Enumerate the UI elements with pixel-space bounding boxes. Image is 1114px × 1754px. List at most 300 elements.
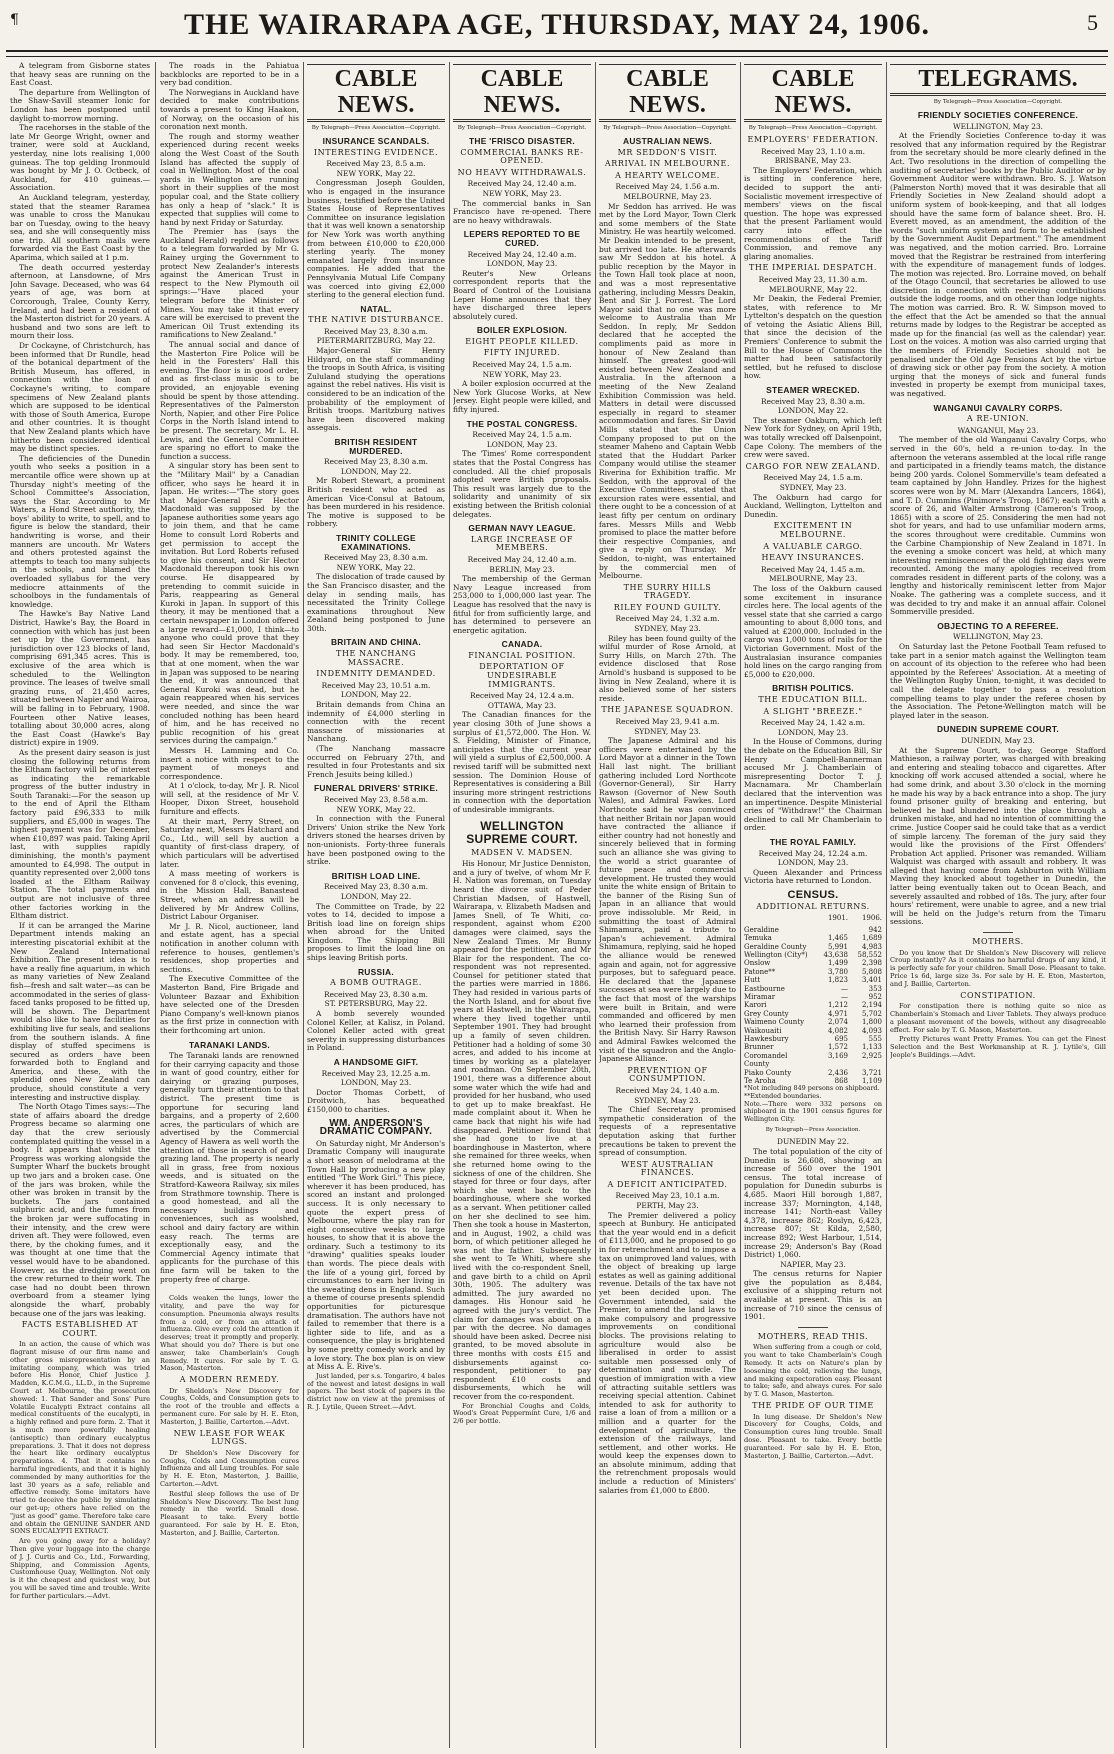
article-text: In the House of Commons, during the debate on the Education Bill, Sir Henry Campbell-Bannerman accused Mr J. Chamberlain of misrepresenting Doctor T. J. Macnamara. Mr Chamberlain declared that the intervention was an impertinence. Despite Ministerial cries of "Withdraw!" the Chairman declined to call Mr Chamberlain to order. (744, 737, 882, 833)
census-row (744, 1001, 882, 1009)
received-time: Received May 24, 12.24 a.m. (758, 848, 868, 858)
received-time: Received May 24, 1.5 a.m. (763, 473, 863, 483)
article-subheading: HEAVY INSURANCES. (761, 553, 865, 563)
census-row (744, 1010, 882, 1018)
dateline: NEW YORK, May 22. (336, 168, 416, 178)
column-cable-news-2 (453, 62, 591, 1748)
article-subheading: INTERESTING EVIDENCE. (313, 147, 439, 157)
dateline: LONDON, May 22. (340, 690, 412, 700)
advert-heading: A MODERN REMEDY. (179, 1375, 280, 1385)
received-time: Received May 23, 1.10 a.m. (761, 146, 865, 156)
article-subheading: EIGHT PEOPLE KILLED. (465, 336, 579, 346)
article-text: His Honour, Mr Justice Denniston, and a jury of twelve, of whom Mr F. H. Nation was foreman, on Tuesday heard the divorce suit of Peder Christian Madsen, of Hastwell, Wairarapa, v. Elizabeth Madsen and James Snell, of Te Whiti, co-respondent, against whom £200 damages were claimed, says the New Zealand Times. Mr Bunny appeared for the petitioner, and Mr Blair for the respondent. The co-respondent was not represented. Counsel for petitioner stated that the parties were married in 1886. They had resided in various parts of the North Island, and for about five years at Hastwell, in the Wairarapa, where they lived together until September 1901. They had brought up a family of seven children. Petitioner had a holding of some 30 acres, and added to his income at times by working as a platelayer and roadman. On September 20th, 1901, there was a difference about some water which the wife had and provided for her husband, who used to get up to make breakfast. He made complaint about it. When he came back that night his wife had disappeared. Petitioner found that she had gone to live at a boardinghouse in Masterton, where she remained for three weeks, when she returned home owing to the sickness of one of the children. She stayed for three or four days, after which she went back to the boardinghouse, where she worked as a servant. When petitioner called on her she declined to see him. Then she took a house in Masterton, and in August, 1902, a child was born, of which petitioner alleged he was not the father. Subsequently she went to Te Whiti, where she lived with the co-respondent Snell, and gave birth to a child on April 30th, 1905. The adultery was admitted. The jury awarded no damages. His Honour said he agreed with the jury's verdict. The claim for damages was about on a par with the decree. No damages should have been asked. Decree nisi granted, to be moved absolute in three months with costs £15 and disbursements against co-respondent, petitioner to pay respondent £10 costs and disbursements, which he will recover from the co-respondent. (453, 859, 591, 1401)
article-heading: BRITISH POLITICS. (772, 683, 854, 694)
article-text: The Employers' Federation, which is sitting in conference here, decided to support the anti-Socialistic movement irrespective of members' views on the fiscal question. The hope was expressed that the present Parliament would carry into effect the recommendations of the Tariff Commission, and remove any glaring anomalies. (744, 165, 882, 261)
census-value-1901 (814, 926, 848, 934)
dateline: BRISBANE, May 23. (774, 156, 852, 166)
dateline: LONDON, May 23. (340, 1078, 412, 1088)
census-place: Waikouaiti (744, 1026, 782, 1035)
advert-heading: THE PRIDE OF OUR TIME (752, 1401, 874, 1411)
received-time: Received May 24, 12.4 a.m. (470, 691, 574, 701)
paragraph: The rough and stormy weather experienced during recent weeks along the West Coast of the South Island has affected the supply of coal in Wellington. Most of the coal yards in Wellington are running short in their supplies of the most popular coal, and the State colliery has only a heap of "slack." It is expected that supplies will come to hand by next Friday or Saturday. (160, 131, 299, 227)
dateline: WELLINGTON, May 23. (952, 632, 1044, 642)
article-text: Queen Alexander and Princess Victoria have returned to London. (744, 867, 882, 886)
dateline: SYDNEY, May 23. (779, 482, 847, 492)
paragraph: An Auckland telegram, yesterday, stated that the steamer Raramea was unable to cross the Manukau bar on Tuesday, owing to the heavy sea, and she will consequently miss one trip. All southern mails were forwarded via the East Coast by the Aparima, which sailed at 1 p.m. (10, 192, 150, 263)
article-text: The membership of the German Navy League increased from 253,000 to 1,000,000 last year. The League has resolved that the navy is fitful for from sufficiently large, and has determined to persevere an energetic agitation. (453, 574, 591, 635)
masthead (6, 8, 1108, 52)
byline: By Telegraph—Press Association—Copyright. (603, 125, 732, 131)
paragraph: Dr Cockayne, of Christchurch, has been informed that Dr Rundle, head of the botanical department of the British Museum, has offered, in connection with the loan of Cockayne's writing, to compare specimens of New Zealand plants which are supposed to be identical with those of South America, Europe and other countries. It is thought that New Zealand plants which have hitherto been considered identical may be distinct species. (10, 341, 150, 454)
article-text: Doctor Thomas Corbett, of Droitwich, has bequeathed £150,000 to charities. (307, 1087, 445, 1114)
census-value-1906: 2,398 (861, 959, 882, 968)
article-subheading: INDEMNITY DEMANDED. (316, 669, 436, 679)
paragraph: The Taranaki lands are renowned for their carrying capacity and those in want of good country, either for dairying or grazing purposes, generally turn their attention to that district. The present time is opportune for securing land bargains, and a property of 2,600 acres, the particulars of which are advertised by the Commercial Agency of Hawera as well worth the attention of those in search of good grazing land. The property is nearly all in grass, free from noxious weeds, and is situated on the Stratford-Kaweora Railway, six miles from Strathmore township. There is a good homestead, and all the necessary buildings and conveniences, such as woolshed, school and dairy factory are within easy reach. The terms are exceptionally easy, and the Commercial Agency intimate that applicants for the purchase of this fine farm will be taken to the property free of charge. (160, 1051, 299, 1284)
census-value-1901: — (841, 984, 848, 993)
census-col-1901: 1901. (827, 914, 848, 923)
received-time: Received May 23, 8.30 a.m. (324, 989, 428, 999)
received-time: Received May 24, 1.56 a.m. (615, 182, 720, 192)
page-number: 5 (1087, 10, 1098, 35)
census-row (744, 1052, 882, 1069)
article-heading: BRITISH RESIDENT MURDERED. (334, 437, 418, 456)
article-heading: A HANDSOME GIFT. (333, 1057, 419, 1067)
article-text: Major-General Sir Henry Hildyard, on the staff commanding the troops in South Africa, is visiting Zululand studying the operations against the rebel natives. His visit is considered to be an indication of the probability of the employment of British troops. Maritzburg natives have been discovered making assegais. (307, 346, 445, 433)
dateline: SYDNEY, May 23. (634, 1095, 701, 1105)
article-subheading: THE EDUCATION BILL. (758, 695, 868, 705)
census-value-1906: 5,808 (861, 967, 882, 976)
census-note: **Extended boundaries. (744, 1092, 822, 1100)
column-rule (449, 62, 450, 1748)
article-subheading: ADDITIONAL RETURNS. (756, 901, 870, 911)
article-subheading: DEPORTATION OF UNDESIRABLE IMMIGRANTS. (479, 662, 565, 689)
census-place: Hutt (744, 976, 761, 985)
dateline: SYDNEY, May 23. (634, 726, 701, 736)
census-value-1901: 2,074 (827, 1018, 848, 1027)
article-subheading: FINANCIAL POSITION. (468, 650, 576, 660)
census-row (744, 959, 882, 967)
paragraph: At 1 o'clock, to-day, Mr J. R. Nicol will sell, at the residence of Mr V. Hooper, Dixon Street, household furniture and effects. (160, 781, 299, 817)
dateline: NEW YORK, May 22. (336, 562, 416, 572)
column-rule (886, 62, 887, 1748)
census-place: Waimeno County (744, 1018, 805, 1027)
advertisement: For constipation there is nothing quite so nice as Chamberlain's Stomach and Liver Tablets. They always produce a pleasant movement of the bowels, without any disagreeable effect. For sale by T. G. Mason, Masterton. (890, 1002, 1106, 1034)
column-cable-news-1 (307, 62, 445, 1748)
paragraph: The North Otago Times says:—The state of affairs aboard the dredge Progress became so alarming one day that the crew seriously contemplated quitting the vessel in a body. It appears that whilst the Progress was working alongside the Sumpter Wharf the buckets brought up two jars and a broken case. One of the jars was broken, while the other was broken in transit by the buckets. The jars contained sulphuric acid, and the fumes from the broken jar were suffocating in their intensity, and the crew were driven aft. They were followed, even there, by the choking fumes, and it was thought at one time that the vessel would have to be abandoned. However, as the dredging went on the crew returned to their work. The case had no doubt been thrown overboard from a steamer lying alongside the wharf, probably because one of the jars was leaking. (10, 1102, 150, 1318)
census-value-1906: 4,093 (861, 1026, 882, 1035)
byline: By Telegraph—Press Association—Copyright. (933, 99, 1063, 105)
paragraph: A telegram from Gisborne states that heavy seas are running on the East Coast. (10, 62, 150, 88)
article-heading: THE ROYAL FAMILY. (769, 836, 857, 847)
census-place: Piako County (744, 1068, 792, 1077)
column-telegrams (890, 62, 1106, 1748)
article-text: The loss of the Oakburn caused some excitement in insurance circles here. The local agents of the vessel state that she carried a cargo amounting to about 8,000 tons, and valued at £200,000. Included in the cargo was 1,000 tons of rails for the Victorian Government. Most of the Australasian insurance companies hold lines on the cargo ranging from £5,000 to £20,000. (744, 583, 882, 679)
advert-heading: FACTS ESTABLISHED AT COURT. (21, 1320, 139, 1338)
dateline: DUNEDIN, May 23. (961, 735, 1035, 745)
article-subheading: A RE-UNION. (966, 414, 1030, 424)
article-heading: OBJECTING TO A REFEREE. (937, 620, 1059, 631)
column-rule (155, 62, 156, 1748)
dateline: OTTAWA, May 23. (487, 700, 557, 710)
article-subheading: ARRIVAL IN MELBOURNE. (604, 159, 731, 169)
census-value-1901: 695 (834, 1034, 848, 1043)
census-place: Miramar (744, 992, 776, 1001)
census-place: Geraldine County (744, 942, 807, 951)
received-time: Received May 23, 8.30 a.m. (324, 882, 428, 892)
article-text: Mr Seddon has arrived. He was met by the Lord Mayor, Town Clerk and some members of the State Ministry. He was heartily welcomed. Mr Deakin intended to be present, but arrived too late. He afterwards saw Mr Seddon at his hotel. A public reception by the Mayor in the Town Hall took place at noon, and was a most representative gathering, including Messrs Deakin, Bent and Sir J. Forrest. The Lord Mayor said that no one was more welcome to Australia than Mr Seddon. In reply, Mr Seddon declared that he accepted the compliments paid as more in honour of New Zealand than himself. The greatest good-will existed between New Zealand and Australia. In the afternoon a meeting of the New Zealand Exhibition Commission was held. Matters in detail were discussed especially in regard to steamer accommodation and fares. Sir David Mills stated that the Union Company proposed to put on the steamer Maheno and Captain Webb stated that the Huddart Parker Company would utilise the steamer Riverina for Exhibition traffic. Mr Seddon, with the approval of the Executive Committees, stated that excursion rates were essential, and there ought to be a concession of at least fifty per centum on ordinary fares. Messrs Mills and Webb promised to place the matter before their respective Companies, and give a reply on Thursday. Mr Seddon, to-night, was entertained by the commercial men of Melbourne. (599, 201, 736, 581)
received-time: Received May 23, 12.25 a.m. (321, 1068, 431, 1078)
census-value-1901: 4,971 (827, 1009, 848, 1018)
advertisement: Pretty Pictures want Pretty Frames. You can get the Finest Selection and the Best Workmanship at R. J. Lytile's, Gill Jeople's Buildings.—Advt. (890, 1035, 1106, 1059)
masthead-rule-bottom (6, 56, 1108, 57)
census-row (744, 1043, 882, 1051)
article-subheading: A VALUABLE CARGO. (763, 541, 863, 551)
census-value-1901: — (841, 992, 848, 1001)
received-time: Received May 23, 8.30 a.m. (324, 457, 428, 467)
divider (983, 932, 1013, 933)
advertisement: Dr Sheldon's New Discovery for Coughs, Colds and Consumption cures Influenza and all Lung troubles. For sale by H. E. Eton, Masterton, J. Baillie, Carterton.—Advt. (160, 1448, 299, 1489)
paragraph: As the present dairy season is just closing the following returns from the Eltham factory will be of interest as indicating the remarkable progress of the butter industry in South Taranaki:—For the season up to the end of April the Eltham factory paid £96,333 to milk suppliers, and £5,000 in wages. The highest payment was for December, when £10,897 was paid. Taking April last, with supplies rapidly diminishing, the month's payment amounted to £4,998. The output in quantity represented over 2,000 tons loaded at the Eltham Railway Station. The total payments and output are not inclusive of three other factories working in the Eltham district. (10, 747, 150, 921)
census-value-1901: 1,572 (827, 1043, 848, 1052)
census-place: Temuka (744, 934, 772, 943)
census-value-1906: 555 (868, 1034, 882, 1043)
dateline: PIETERMARITZBURG, May 22. (316, 336, 436, 346)
census-row (744, 1069, 882, 1077)
paragraph: The deficiencies of the Dunedin youth who seeks a position in a mercantile office were shown up at Thursday night's meeting of the School Committee's Association, says the Star. According to Mr Waters, a Hond Street authority, the boys' ability to write, to spell, and to figure is below the standard, their handwriting is worse, and their manners are uncouth. Mr Waters and others protested against the attempts to teach too many subjects in the schools, and blamed the overloaded syllabus for the very mediocre attainments of the schoolboys in the fundamentals of knowledge. (10, 453, 150, 609)
divider (215, 1289, 245, 1290)
article-text: The Japanese Admiral and his officers were entertained by the Lord Mayor at a dinner in the Town Hall last night. The brilliant gathering included Lord Northcote (Governor-General), Sir Harry Rawson (Governor of New South Wales), and Admiral Fawkes. Lord Northcote said he was convinced that neither Britain nor Japan would have contracted the alliance if either country had not honestly and sincerely believed that in forming such an alliance she was giving to the world a strict guarantee of future peace and commercial development. He trusted they would unite the white ensign of Britain to the banner of the Rising Sun of Japan in an alliance that would prove indissoluble. Mr Reid, in submitting the toast of Admiral Shimamura, paid a tribute to Japan's achievement. Admiral Shimamura, replying, said he hoped the alliance would be renewed again and again, not for aggressive purposes, but to safeguard peace. He declared that the Japanese successes at sea were largely due to the fact that most of the warships were built in Britain, and were commanded and officered by men who learned their profession from the British Navy. Sir Harry Rawson and Admiral Fawkes welcomed the visit of the squadron and the Anglo-Japanese Alliance. (599, 736, 736, 1064)
paragraph: The annual social and dance of the Masterton Fire Police will be held in the Foresters' Hall this evening. The floor is in good order, and as first-class music is to be provided, an enjoyable evening should be spent by those attending. Representatives of the Palmerston North, Napier, and other Fire Police Corps in the North Island intend to be present. The secretary, Mr L. H. Lewis, and the General Committee are sparing no effort to make the function a success. (160, 340, 299, 461)
advertisement: Just landed, per s.s. Tongariro, 4 bales of the newest and latest designs in wall papers. The best stock of papers in the district now on view at the premises of R. J. Lytile, Queen Street.—Advt. (307, 1371, 445, 1411)
dateline: PERTH, May 23. (636, 1201, 699, 1211)
column-rule (303, 62, 304, 1748)
census-value-1901: 1,499 (827, 959, 848, 968)
dateline: NAPIER, May 23. (780, 1259, 846, 1269)
paragraph: The Norwegians in Auckland have decided to make contributions towards a present to King Haakon, of Norway, on the occasion of his coronation next month. (160, 87, 299, 132)
census-row (744, 1027, 882, 1035)
paragraph: Mr J. R. Nicol, auctioneer, land and estate agent, has a special notification in another column with reference to houses, gentlemen's residences, shop properties and sections. (160, 921, 299, 974)
article-heading: NATAL. (360, 303, 392, 314)
census-row (744, 1018, 882, 1026)
article-subheading: PREVENTION OF CONSUMPTION. (627, 1065, 708, 1084)
census-place: Hawkesbury (744, 1034, 789, 1043)
census-value-1906: 952 (868, 992, 882, 1001)
paragraph: The Hawke's Bay Native Land District, Hawke's Bay, the Board in connection with which has just been set up by the Government, has jurisdiction over 123 blocks of land, comprising 691,345 acres. This is exclusive of the area which is scheduled to the Wellington province. The leases of twelve small grazing runs, of 21,450 acres, situated between Napier and Wairoa, will be falling in to February, 1908. Fourteen other Native leases, totalling about 30,000 acres, along the East Coast (Hawke's Bay district) expire in 1909. (10, 609, 150, 748)
census-place: Coromandel County (744, 1051, 788, 1069)
article-subheading: NO HEAVY WITHDRAWALS. (457, 167, 587, 177)
article-heading: INSURANCE SCANDALS. (322, 136, 430, 146)
column-local-news-2 (160, 62, 299, 1748)
article-heading: WM. ANDERSON'S DRAMATIC COMPANY. (319, 1117, 433, 1138)
paragraph: Messrs H. Lamming and Co. insert a notice with respect to the payment of moneys and correspondence. (160, 745, 299, 781)
advert-heading: NEW LEASE FOR WEAK LUNGS. (173, 1428, 286, 1447)
received-time: Received May 23, 10.1 a.m. (615, 1191, 720, 1201)
article-text: At the Supreme Court, to-day, George Stafford Mathieson, a railway porter, was charged with breaking and entering and stealing tobacco and cigarettes. After knocking off work accused attended a social, where he had some drink, and about 3.30 o'clock in the morning he made his way by a back entrance into a shop. The jury found prisoner guilty of breaking and entering, but believed he had blundered into the place through a drunken mistake, and had no intention of committing the crime. Justice Cooper said he could take that as a verdict of simple larceny. The foreman of the jury said they would like the provisions of the First Offenders' Probation Act applied. Prisoner was remanded. William Walquist was charged with assault and robbery. It was alleged that having come from Ashburton with William Maving they knocked about together in Dunedin, the latter being eventually taken out to Ocean Beach, and severely assaulted and robbed of 18s. The jury, after four hours' retirement, were unable to agree, and a new trial will be held on the Judge's return from the Timaru sessions. (890, 745, 1106, 927)
census-row (744, 985, 882, 993)
article-heading: FRIENDLY SOCIETIES CONFERENCE. (917, 110, 1079, 120)
census-value-1906: 1,109 (861, 1077, 882, 1085)
article-text: The census returns for Napier give the population as 8,484, exclusive of a shipping return not available at present. This is an increase of 710 since the census of 1901. (744, 1269, 882, 1322)
dateline: LONDON, May 23. (777, 858, 849, 868)
census-place: Patone** (744, 967, 776, 976)
article-text: On Saturday last the Petone Football Team refused to take part in a senior match against the Wellington team on account of its objection to the referee who had been appointed by the Referees' Association. At a meeting of the Wellington Rugby Union, to-night, it was decided to call the delegate together to pass a resolution compelling teams to play under the referee chosen by the Association. The Petone-Wellington match will be played later in the season. (890, 642, 1106, 720)
advertisement: For Bronchial Coughs and Colds, Wood's Great Peppermint Cure, 1/6 and 2/6 per bottle. (453, 1401, 591, 1426)
article-subheading: A SLIGHT "BREEZE." (763, 706, 863, 716)
dateline: SYDNEY, May 23. (634, 624, 701, 634)
article-text: Congressman Joseph Goulden, who is engaged in the insurance business, testified before the United States House of Representatives Committee on insurance legislation that it was well known a senatorship for New York was worth anything from between £10,000 to £20,000 sterling yearly. The money emanated largely from insurance companies. He added that the Pennsylvania Mutual Life Company was coerced into giving £2,000 sterling to the general election fund. (307, 178, 445, 300)
census-value-1906: 3,721 (861, 1068, 882, 1077)
article-text: The total population of the city of Dunedin is 26,608, showing an increase of 560 over the 1901 census. The total increase of population for Dunedin suburbs is 4,685. Maori Hill borough 1,887, increase 337; Mornington, 4,148, increase 141; North-east Valley 4,378, increase 862; Roslyn, 6,423, increase 807; St Kilda, 2,580, increase 892; West Harbour, 1,514, increase 29; Anderson's Bay (Road District) 1,060. (744, 1146, 882, 1260)
census-col-1906: 1906. (861, 914, 882, 923)
dateline: LONDON, May 22. (340, 891, 412, 901)
census-value-1906: 1,800 (861, 1018, 882, 1027)
census-table (744, 926, 882, 1086)
census-value-1906: 2,925 (861, 1051, 882, 1060)
article-heading: STEAMER WRECKED. (766, 385, 860, 396)
census-value-1901: 1,823 (827, 976, 848, 985)
article-text: On Saturday night, Mr Anderson's Dramatic Company will inaugurate a short season of melodrama at the Town Hall by producing a new play entitled "The Work Girl." This piece, wherever it has been produced, has scored an instant and prolonged success. It is only necessary to quote the expert press of Melbourne, where the play ran for eight consecutive weeks to large houses, to show that it is above the ordinary. Such a testimony to its "drawing" qualities speaks louder than words. The piece deals with the life of a young girl, forced by circumstances to earn her living in the sweating dens in England. Such a theme of course presents splendid opportunities for picturesque dramatisation. The authors have not failed to remember that there is a lighter side to life, and as a consequence, the play is brightened by some pretty comedy work and by a love story. The box plan is on view at Miss A. E. Rive's. (307, 1138, 445, 1372)
section-masthead: TELEGRAMS. (890, 64, 1106, 96)
census-note: *Not including 849 persons on shipboard. (744, 1084, 880, 1093)
paragraph: The Executive Committee of the Masterton Band, Fire Brigade and Volunteer Bazaar and Exhibition have selected one of the Dresden Piano Company's well-known pianos as the first prize in connection with their forthcoming art union. (160, 974, 299, 1035)
dateline: ST. PETERSBURG, May 22. (324, 999, 428, 1009)
advert-heading: CONSTIPATION. (960, 990, 1036, 1000)
article-subheading: EXCITEMENT IN MELBOURNE. (773, 521, 853, 539)
paragraph: A mass meeting of workers is convened for 8 o'clock, this evening, in the Mission Hall, Banastead Street, when an address will be delivered by Mr Andrew Collins, District Labour Organiser. (160, 869, 299, 922)
article-text: The Canadian finances for the year closing 30th of June shows a surplus of £1,572,000. The Hon. W. S. Fielding, Minister of Finance, anticipates that the current year will yield a surplus of £2,500,000. A revised tariff will be submitted next session. The Dominion House of Representatives is considering a Bill insuring more stringent restrictions in connection with the deportation of undesirable immigrants. (453, 710, 591, 814)
byline: By Telegraph—Press Association—Copyright. (457, 125, 587, 131)
article-text: A bomb severely wounded Colonel Keller, at Kalisz, in Poland. Colonel Keller acted with great severity in suppressing disturbances in Poland. (307, 1009, 445, 1053)
article-text: The dislocation of trade caused by the San Francisco disaster, and the delay in sending mails, has necessitated the Trinity College examinations throughout New Zealand being postponed to June 30th. (307, 572, 445, 633)
section-heading: TARANAKI LANDS. (188, 1039, 271, 1050)
article-text: The member of the old Wanganui Cavalry Corps, who served in the 60's, held a re-union to-day. In the afternoon the veterans assembled at the local rifle range and participated in a friendly teams match, the distance being 200 yards. Colonel Sommerville's team defeated a team captained by John Handley. Prizes for the highest scores were won by M. Marr (Alexandra Lancers, 1864), and T. D. Cummins (Pinimore's Troop, 1867); each with a score of 26, and Walter Armstrong (Cameron's Troop, 1865) with a score of 25. Considering the men had not shot for years, and had to use unfamiliar modern arms, the scores throughout were creditable. Cummins won the Carbine Championship of New Zealand in 1871. In the evening a smoke concert was held, at which many interesting reminiscences of the old fighting days were recounted. Among the many apologies received from comrades resident in different parts of the colony, was a lengthy and historically reminiscent letter from Major Noake. The gathering was a complete success, and it was decided to try and make it an annual affair. Colonel Sommerville presided. (890, 435, 1106, 617)
dateline: MELBOURNE, May 22. (768, 284, 858, 294)
received-time: Received May 24, 12.40 a.m. (467, 179, 577, 189)
received-time: Received May 23, 8.30 a.m. (324, 326, 428, 336)
column-cable-news-3 (599, 62, 736, 1748)
received-time: Received May 23, 8.30 a.m. (324, 553, 428, 563)
received-time: Received May 24, 1.40 a.m. (615, 1085, 720, 1095)
census-table-header (744, 914, 882, 923)
census-value-1901: 4,082 (827, 1026, 848, 1035)
paragraph: If it can be arranged the Marine Department intends making an interesting piscatorial exhibit at the New Zealand International Exhibition. The present idea is to have a really fine aquarium, in which as many varieties of New Zealand fish—fresh and salt water—as can be accommodated in the series of glass-faced tanks proposed to be fitted up, will be shown. The Department would also like to have facilities for exhibiting live fur seals, and sealions from the southern islands. A fine display of stuffed specimens is secured as orders have been forwarded both to England and America, and these, with the splendid ones New Zealand can produce, should constitute a very interesting and instructive display. (10, 920, 150, 1102)
article-text: In connection with the Funeral Drivers' Union strike the New York drivers stoned the hearses driven by non-unionists. Forty-three funerals have been postponed owing to the strike. (307, 814, 445, 867)
byline: By Telegraph—Press Association. (765, 1127, 861, 1134)
advertisement: Restful sleep follows the use of Dr Sheldon's New Discovery. The best lung remedy in the world. Small dose. Pleasant to take. Every bottle guaranteed. For sale by H. E. Eton, Masterton, and J. Baillie, Carterton. (160, 1489, 299, 1537)
advertisement: Do you know that Dr Sheldon's New Discovery will relieve Croup instantly? As it contains no harmful drugs of any kind, it is perfectly safe for your children. Small Dose. Pleasant to take. Price 1s 6d, large size 3s. For sale by H. E. Eton, Masterton, and J. Baillie, Carterton. (890, 948, 1106, 988)
article-text: The commercial banks in San Francisco have re-opened. There are no heavy withdrawals. (453, 198, 591, 225)
advertisement: Are you going away for a holiday? Then give your luggage into the charge of J. J. Curtis and Co., Ltd., Forwarding, Shipping, and Commission Agents, Customhouse Quay, Wellington. Not only is it the cheapest and quickest way, but you will be saved time and trouble. Write for further particulars.—Advt. (10, 1537, 150, 1600)
census-place: Brunner (744, 1043, 774, 1052)
article-heading: THE POSTAL CONGRESS. (466, 418, 578, 429)
advertisement: In lung disease. Dr Sheldon's New Discovery for Coughs, Colds, and Consumption cures lung trouble. Small dose. Pleasant to take. Every bottle guaranteed. For sale by H. E. Eton, Masterton, J. Baillie, Carterton.—Advt. (744, 1412, 882, 1460)
article-heading: BRITISH LOAD LINE. (331, 870, 421, 881)
article-text: The Chief Secretary promised sympathetic consideration of the requests of a representative deputation asking that further precautions be taken to prevent the spread of consumption. (599, 1105, 736, 1158)
census-value-1906: 4,983 (861, 942, 882, 951)
dateline: BERLIN, May 23. (489, 564, 555, 574)
census-place: Wellington (City*) (744, 950, 808, 959)
dateline: WANGANUI, May 23. (957, 425, 1039, 435)
article-subheading: CARGO FOR NEW ZEALAND. (745, 461, 881, 471)
census-note: Note.—There were 332 persons on shipboard in the 1901 census figures for Wellington City. (744, 1099, 882, 1123)
received-time: Received May 24, 1.32 a.m. (615, 614, 720, 624)
census-row (744, 968, 882, 976)
article-text: Reuter's New Orleans correspondent reports that the Board of Control of the Louisiana Leper Home announces that they have discharged three lepers absolutely cured. (453, 268, 591, 321)
article-text: Mr Robert Stewart, a prominent British resident who acted as American Vice-Consul at Batoum, has been murdered in his residence. The motive is supposed to be robbery. (307, 476, 445, 529)
census-row (744, 934, 882, 942)
dateline: NEW YORK, May 23. (482, 188, 562, 198)
byline: By Telegraph—Press Association—Copyright. (748, 125, 878, 131)
census-value-1906: 2,194 (861, 1001, 882, 1010)
census-value-1906: 5,702 (861, 1009, 882, 1018)
article-text: The Oakburn had cargo for Auckland, Wellington, Lyttelton and Dunedin. (744, 492, 882, 519)
article-subheading: COMMERCIAL BANKS RE-OPENED. (460, 147, 584, 166)
census-row (744, 943, 882, 951)
census-value-1901: 3,169 (827, 1051, 848, 1060)
census-value-1906: 3,401 (861, 976, 882, 985)
census-value-1901: 868 (834, 1077, 848, 1085)
paragraph: The Premier has (says the Auckland Herald) replied as follows to a telegram forwarded by Mr G. Rainey urging the Government to protect New Zealander's interests against the American Trust in respect to the New Plymouth oil springs:—"Have placed your telegram before the Minister of Mines. You may take it that every care will be exercised to prevent the American Oil Trust extending its ramifications to New Zealand." (160, 227, 299, 340)
census-value-1901: 5,991 (827, 942, 848, 951)
article-heading: BRITAIN AND CHINA. (330, 637, 422, 648)
column-rule (740, 62, 741, 1748)
article-text: At the Friendly Societies Conference to-day it was resolved that any information required by the Registrar from the secretary should be more clearly defined in the Act. Two resolutions in the direction of compelling the auditing of secretaries' books by the Public Auditor or by Government Auditor were withdrawn. Bro. S. J. Watson (Palmerston North) moved that it was desirable that all Friendly Societies in New Zealand should adopt a uniform system of book-keeping, and that all lodges should have the same form of balance sheet. Bro. H. Everett moved, as an amendment, the addition of the words "such uniform system and form to be established by the Government Audit Department." The amendment was negatived, and the motion carried. Bro. Lorraine moved that the Registrar be restrained from interfering with the expenditure of management funds of lodges. The motion was rejected. Bro. Lorraine moved, on behalf of the Otago Council, that secretaries be allowed to use discretion in connection with receiving contributions outside the lodge rooms, and on other than lodge nights. The motion was carried. Bro. R. W. Simpson moved to the effect that the Act be amended so that the annual returns made by lodges to the Registrar be accepted as made up for the financial (as well as the calendar) year. Lost on the voices. A motion was also carried urging that the members of Friendly Societies should not be penalised under the Old Age Pensions Act by the virtue of drawing sick or other pay from the society. A motion urging that the moneys of sick and funeral funds invested in property be exempt from municipal taxes, was negatived. (890, 131, 1106, 398)
advertisement: Dr Sheldon's New Discovery for Coughs, Colds, and Consumption gets to the root of the trouble and effects a permanent cure. For sale by H. E. Eton, Masterton, J. Baillie, Carterton.—Advt. (160, 1386, 299, 1426)
article-subheading: MR SEDDON'S VISIT. (617, 147, 718, 157)
byline: By Telegraph—Press Association—Copyright. (311, 125, 441, 131)
received-time: Received May 23, 11.30 a.m. (758, 274, 868, 284)
received-time: Received May 24, 12.40 a.m. (467, 554, 577, 564)
census-value-1906: 1,133 (861, 1043, 882, 1052)
article-text: The 'Times' Rome correspondent states that the Postal Congress has concluded. All the chief proposals adopted were British proposals. This result was largely due to the solidarity and unanimity of six existing between the British colonial delegates. (453, 449, 591, 519)
census-value-1901: 3,780 (827, 967, 848, 976)
article-subheading: A BOMB OUTRAGE. (330, 978, 422, 988)
newspaper-title: THE WAIRARAPA AGE, THURSDAY, MAY 24, 1906. (183, 8, 931, 41)
census-value-1901: 43,638 (823, 950, 848, 959)
column-local-news-1 (10, 62, 150, 1748)
article-text: (The Nanchang massacre occurred on February 27th, and resulted in four Protestants and six French Jesuits being killed.) (307, 744, 445, 779)
article-heading: FUNERAL DRIVERS' STRIKE. (314, 783, 438, 794)
received-time: Received May 24, 1.45 a.m. (761, 564, 865, 574)
article-heading: CANADA. (501, 639, 543, 650)
article-subheading: RILEY FOUND GUILTY. (613, 602, 722, 612)
dateline: NEW YORK, May 22. (336, 804, 416, 814)
census-value-1901: 1,465 (827, 934, 848, 943)
dateline: MELBOURNE, May 23. (768, 574, 858, 584)
article-heading: LEPERS REPORTED TO BE CURED. (463, 229, 581, 248)
divider (798, 1327, 828, 1328)
paragraph: The racehorses in the stable of the late Mr George Wright, owner and trainer, were sold at Auckland, yesterday, nine lots realising 1,000 guineas. The top gelding Ironmould was bought by Mr J. O. Octbeck, of Auckland, for 410 guineas.—Association. (10, 123, 150, 193)
article-heading: BOILER EXPLOSION. (476, 325, 568, 336)
census-value-1901: 1,212 (827, 1001, 848, 1010)
article-subheading: A DEFICIT ANTICIPATED. (607, 1179, 728, 1189)
census-place: Eastbourne (744, 984, 785, 993)
article-subheading: LARGE INCREASE OF MEMBERS. (471, 534, 573, 553)
advertisement: When suffering from a cough or cold, you want to take Chamberlain's Cough Remedy. It acts on Nature's plan by loosening the cold, relieving the lungs, and making expectoration easy. Pleasant to take; safe, and always cures. For sale by T. G. Mason, Masterton. (744, 1343, 882, 1399)
article-text: The Premier delivered a policy speech at Bunbury. He anticipated that the year would end in a deficit of £113,000, and he proposed to go in for retrenchment and to impose a tax on unimproved land values, with the object of breaking up large estates as well as gaining additional revenue. Details of the tax have not yet been decided upon. The Government intended, said the Premier, to amend the land laws to make compulsory and progressive improvements on conditional blocks. The provisions relating to agriculture would also be liberalised in order to assist suitable men possessed only of determination and muscle. The question of immigration with a view of attracting suitable settlers was receiving special attention. Cabinet intended to ask for authority to raise a loan of from a million or a million and a quarter for the development of agriculture, the extension of the railways, land settlement, and other works. He would keep the expenses down to an absolute minimum, adding that the retrenchment proposals would include a reduction of Ministers' salaries from £1,000 to £800. (599, 1210, 736, 1495)
article-heading: WELLINGTON SUPREME COURT. (466, 818, 578, 846)
census-place: Onslow (744, 959, 771, 968)
received-time: Received May 24, 1.5 a.m. (472, 360, 572, 370)
article-text: The Committee on Trade, by 22 votes to 14, decided to impose a British load line on foreign ships when abroad for the United Kingdom. The Shipping Bill proposes to limit the load line on ships leaving British ports. (307, 901, 445, 963)
article-subheading: THE SURRY HILLS TRAGEDY. (623, 582, 712, 601)
dateline: LONDON, May 22. (777, 406, 849, 416)
dateline: WELLINGTON, May 23. (952, 121, 1044, 131)
article-subheading: THE NATIVE DISTURBANCE. (308, 315, 444, 325)
article-subheading: EMPLOYERS' FEDERATION. (747, 135, 879, 144)
paragraph: At their mart, Perry Street, on Saturday next, Messrs Hatchard and Co., Ltd., will sell by auction a quantity of first-class drapery, of which particulars will be advertised later. (160, 816, 299, 869)
census-value-1906: 58,552 (857, 950, 882, 959)
paragraph: A singular story has been sent to the "Military Mail" by a Canadian officer, who says he heard it in Japan. He writes:—"The story goes that Major-General Sir Hector Macdonald was supposed by the Japanese authorities some years ago to join them, and that he came Home to consult Lord Roberts and get permission to accept the invitation. But Lord Roberts refused to give his consent, and Sir Hector Macdonald thereupon took his own course. He disappeared by pretending to commit suicide in Paris, reappearing as General Kuroki in Japan. In support of this theory, it may be mentioned that a certain newspaper in London offered a large reward—£1,000, I think—to anyone who could prove that they had seen Sir Hector Macdonald's body. It may be remembered, too, that at one moment, when the war in Japan was supposed to be nearing the end, it was announced that General Kuroki was dead, but he again reappeared when his services were needed, and since the war concluded nothing has been heard of him, and he has received no public recognition of his great services during the campaign." (160, 461, 299, 746)
received-time: Received May 23, 8.5 a.m. (326, 159, 426, 169)
article-subheading: A HEARTY WELCOME. (615, 170, 720, 180)
article-heading: AUSTRALIAN NEWS. (622, 136, 712, 146)
article-subheading: THE IMPERIAL DESPATCH. (749, 263, 877, 273)
received-time: Received May 24, 1.42 a.m. (761, 718, 865, 728)
received-time: Received May 23, 8.58 a.m. (324, 794, 428, 804)
article-text: The steamer Oakburn, which left New York for Sydney, on April 19th, was totally wrecked off Dalsenpoint, Cape Colony. The members of the crew were saved. (744, 415, 882, 460)
article-heading: CENSUS. (787, 888, 839, 901)
dateline: LONDON, May 22. (340, 466, 412, 476)
census-row (744, 976, 882, 984)
article-heading: WANGANUI CAVALRY CORPS. (933, 402, 1063, 413)
article-heading: RUSSIA. (357, 966, 395, 977)
section-masthead: CABLE NEWS. (453, 64, 591, 122)
dateline: LONDON, May 23. (486, 259, 558, 269)
received-time: Received May 23, 8.30 a.m. (761, 396, 865, 406)
article-text: Riley has been found guilty of the wilful murder of Rose Arnold, at Surry Hills, on March 27th. The evidence disclosed that Rose Arnold's husband is supposed to be living in New Zealand, where it is also believed some of her sisters reside. (599, 633, 736, 703)
dateline: DUNEDIN May 22. (777, 1137, 849, 1147)
column-cable-news-4 (744, 62, 882, 1748)
census-place: Geraldine (744, 925, 779, 934)
dateline: NEW YORK, May 23. (482, 369, 562, 379)
advert-heading: MOTHERS, READ THIS. (757, 1331, 869, 1341)
paragraph: The roads in the Pahiatua backblocks are reported to be in a very bad condition. (160, 62, 299, 88)
advertisement: In an action, the cause of which was flagrant misuse of our firm name and other gross misrepresentation by an imitating company, which was tried before His Honor, Chief Justice J. Madden, K.C.M.G., LL.D., in the Supreme Court at Melbourne, the prosecution showed: 1. That Sander and Sons' Pure Volatile Eucalypti Extract contains all medical constituents of the eucalypti, in a highly refined and pure form. 2. That it is much more powerfully healing (antiseptic) than ordinary eucalyptus preparations. 3. That it does not depress the heart like ordinary eucalyptus preparations. 4. That it contains no harmful ingredients, and that it is highly commended by many authorities for the last 30 years as a safe, reliable and effective remedy. Some imitators have tried to deceive the public by simulating our get-up; others have relied on the "just as good" game. Therefore take care and obtain the GENUINE SANDER AND SONS EUCALYPTI EXTRACT. (10, 1340, 150, 1536)
received-time: Received May 24, 1.5 a.m. (472, 430, 572, 440)
census-row (744, 1035, 882, 1043)
census-place: Karori (744, 1001, 767, 1010)
dateline: MELBOURNE, May 23. (623, 191, 712, 201)
masthead-rule-top (6, 50, 1108, 52)
article-text: Mr Deakin, the Federal Premier, states, with reference to Mr Lyttelton's despatch on the question of vetoing the Asiatic Aliens Bill, that since the decision of the Premiers' Conference to submit the Bill to the House of Commons the matter had been satisfactorily settled, but he refused to disclose how. (744, 294, 882, 381)
census-value-1906: 353 (868, 984, 882, 993)
article-heading: GERMAN NAVY LEAGUE. (468, 523, 576, 534)
advert-heading: MOTHERS. (972, 937, 1024, 947)
paragraph: The death occurred yesterday afternoon, at Lansdowne, of Mrs John Savage. Deceased, who was 64 years of age, was born at Corcorough, Tralee, County Kerry, Ireland, and had been a resident of the Masterton district for 20 years. A husband and two sons are left to mourn their loss. (10, 262, 150, 341)
dateline: LONDON, May 23. (777, 727, 849, 737)
column-rule (595, 62, 596, 1748)
paragraph: The departure from Wellington of the Shaw-Savill steamer Ionic for London has been postponed until daylight to-morrow morning. (10, 87, 150, 123)
census-row (744, 993, 882, 1001)
census-value-1901: 2,436 (827, 1068, 848, 1077)
article-heading: THE 'FRISCO DISASTER. (468, 136, 575, 146)
article-text: Britain demands from China an indemnity of £4,000 sterling in connection with the recent massacre of missionaries at Nanchang. (307, 700, 445, 744)
article-subheading: THE JAPANESE SQUADRON. (601, 705, 734, 715)
article-subheading: MADSEN V. MADSEN. (471, 847, 573, 857)
census-row (744, 926, 882, 934)
received-time: Received May 24, 12.40 a.m. (467, 249, 577, 259)
article-heading: TRINITY COLLEGE EXAMINATIONS. (336, 532, 416, 552)
article-subheading: WEST AUSTRALIAN FINANCES. (621, 1159, 714, 1178)
received-time: Received May 23, 10.51 a.m. (321, 680, 431, 690)
census-value-1906: 1,689 (861, 934, 882, 943)
census-row (744, 951, 882, 959)
article-subheading: THE NANCHANG MASSACRE. (336, 649, 416, 667)
article-subheading: FIFTY INJURED. (483, 348, 561, 358)
dateline: LONDON, May 23. (486, 439, 558, 449)
section-masthead: CABLE NEWS. (744, 64, 882, 122)
